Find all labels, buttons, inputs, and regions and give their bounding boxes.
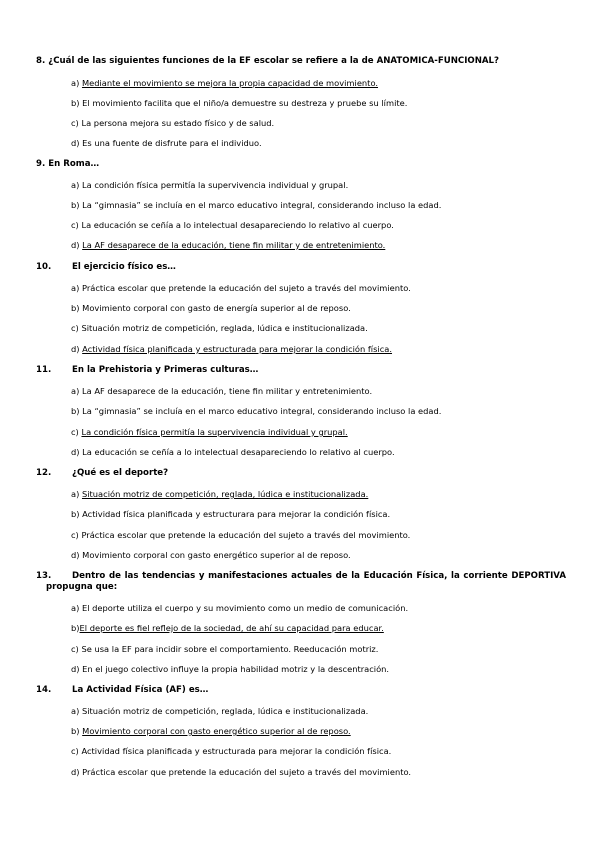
option-item (71, 447, 571, 458)
question-text: El ejercicio físico es… (72, 262, 176, 272)
option-item (71, 644, 571, 655)
option-text: Mediante el movimiento se mejora la propia capacidad de movimiento. (81, 78, 379, 88)
question-text: La Actividad Física (AF) es… (72, 685, 209, 695)
option-item (71, 603, 571, 614)
option-text: Situación motriz de competición, reglada, lúdica e institucionalizada. (81, 706, 369, 716)
option-letter: a) (71, 489, 80, 499)
option-letter: b) (71, 303, 80, 313)
option-text: Práctica escolar que pretende la educación del sujeto a través del movimiento. (81, 530, 411, 540)
option-text: En el juego colectivo influye la propia habilidad motriz y la descentración. (82, 664, 390, 674)
question-14 (36, 685, 566, 696)
option-item (71, 489, 571, 500)
option-letter: a) (71, 386, 80, 396)
option-text: Se usa la EF para incidir sobre el comportamiento. Reeducación motriz. (81, 644, 379, 654)
option-letter: d) (71, 550, 80, 560)
option-item (71, 220, 571, 231)
option-text: Actividad física planificada y estructurada para mejorar la condición física. (81, 746, 392, 756)
option-item (71, 303, 571, 314)
option-text: La condición física permitía la supervivencia individual y grupal. (81, 180, 349, 190)
question-number: 10. (36, 262, 52, 272)
question-title (36, 468, 566, 479)
option-letter: c) (71, 746, 79, 756)
option-item (71, 509, 571, 520)
option-letter: c) (71, 118, 79, 128)
option-text: El movimiento facilita que el niño/a demuestre su destreza y pruebe su límite. (82, 98, 408, 108)
option-text: Actividad física planificada y estructurara para mejorar la condición física. (82, 509, 391, 519)
option-item (71, 180, 571, 191)
question-10 (36, 262, 566, 273)
option-item (71, 530, 571, 541)
question-text: Dentro de las tendencias y manifestaciones actuales de la Educación Física, la corriente DEPORTIVA (72, 571, 566, 581)
option-letter: a) (71, 706, 80, 716)
option-letter: d) (71, 240, 80, 250)
question-title (36, 56, 566, 67)
option-letter: c) (71, 323, 79, 333)
question-text: ¿Cuál de las siguientes funciones de la EF escolar se refiere a la de ANATOMICA-FUNCIONAL? (48, 56, 499, 66)
option-letter: b) (71, 406, 80, 416)
question-number: 11. (36, 365, 52, 375)
option-text: Situación motriz de competición, reglada, lúdica e institucionalizada. (81, 489, 369, 499)
option-item (71, 706, 571, 717)
option-item (71, 550, 571, 561)
question-title (36, 365, 566, 376)
option-text: Práctica escolar que pretende la educación del sujeto a través del movimiento. (81, 283, 411, 293)
question-number: 14. (36, 685, 52, 695)
option-text: Práctica escolar que pretende la educación del sujeto a través del movimiento. (82, 767, 412, 777)
option-text: Movimiento corporal con gasto energético superior al de reposo. (82, 550, 351, 560)
option-letter: a) (71, 180, 80, 190)
option-letter: d) (71, 767, 80, 777)
option-text: La “gimnasia” se incluía en el marco educativo integral, considerando incluso la edad. (82, 406, 442, 416)
option-text: Es una fuente de disfrute para el individuo. (82, 138, 262, 148)
option-item (71, 323, 571, 334)
option-letter: b) (71, 726, 80, 736)
option-text: Movimiento corporal con gasto de energía superior al de reposo. (82, 303, 351, 313)
option-letter: c) (71, 530, 79, 540)
option-text: El deporte es fiel reflejo de la sociedad, de ahí su capacidad para educar. (79, 623, 384, 633)
option-item (71, 427, 571, 438)
option-item (71, 746, 571, 757)
question-9 (36, 159, 566, 170)
option-letter: a) (71, 283, 80, 293)
question-text-cont: propugna que: (46, 582, 118, 592)
option-item (71, 118, 571, 129)
question-number: 13. (36, 571, 52, 581)
option-letter: d) (71, 138, 80, 148)
option-item (71, 78, 571, 89)
option-item (71, 240, 571, 251)
option-text: La persona mejora su estado físico y de salud. (81, 118, 275, 128)
option-letter: a) (71, 603, 80, 613)
question-13 (36, 571, 566, 593)
question-number: 8. (36, 56, 46, 66)
question-11 (36, 365, 566, 376)
question-title (36, 262, 566, 273)
question-text: En la Prehistoria y Primeras culturas… (72, 365, 259, 375)
option-item (71, 664, 571, 675)
option-letter: a) (71, 78, 80, 88)
option-text: La condición física permitía la supervivencia individual y grupal. (81, 427, 348, 437)
question-title (36, 159, 566, 170)
option-letter: c) (71, 427, 79, 437)
option-text: La AF desaparece de la educación, tiene fin militar y de entretenimiento. (82, 240, 386, 250)
option-item (71, 138, 571, 149)
question-number: 9. (36, 159, 46, 169)
option-item (71, 98, 571, 109)
option-letter: b) (71, 98, 80, 108)
question-title-continuation (36, 582, 566, 593)
option-letter: b) (71, 200, 80, 210)
question-8 (36, 56, 566, 67)
option-item (71, 386, 571, 397)
option-letter: d) (71, 447, 80, 457)
option-item (71, 200, 571, 211)
question-title (36, 685, 566, 696)
question-number: 12. (36, 468, 52, 478)
option-text: La educación se ceñía a lo intelectual desapareciendo lo relativo al cuerpo. (82, 447, 395, 457)
option-letter: b) (71, 509, 80, 519)
option-text: La educación se ceñía a lo intelectual desapareciendo lo relativo al cuerpo. (81, 220, 394, 230)
option-item (71, 767, 571, 778)
option-item (71, 283, 571, 294)
option-letter: c) (71, 644, 79, 654)
option-item (71, 726, 571, 737)
option-text: Situación motriz de competición, reglada, lúdica e institucionalizada. (81, 323, 368, 333)
option-text: La “gimnasia” se incluía en el marco educativo integral, considerando incluso la edad. (82, 200, 442, 210)
option-item (71, 623, 571, 634)
question-title (36, 571, 566, 582)
option-text: La AF desaparece de la educación, tiene fin militar y entretenimiento. (81, 386, 373, 396)
question-12 (36, 468, 566, 479)
option-text: Actividad física planificada y estructurada para mejorar la condición física. (82, 344, 393, 354)
option-letter: b) (71, 623, 80, 633)
option-text: Movimiento corporal con gasto energético superior al de reposo. (82, 726, 351, 736)
option-letter: d) (71, 344, 80, 354)
option-letter: c) (71, 220, 79, 230)
question-text: ¿Qué es el deporte? (72, 468, 169, 478)
question-text: En Roma… (48, 159, 100, 169)
option-text: El deporte utiliza el cuerpo y su movimiento como un medio de comunicación. (81, 603, 409, 613)
option-item (71, 344, 571, 355)
option-letter: d) (71, 664, 80, 674)
option-item (71, 406, 571, 417)
